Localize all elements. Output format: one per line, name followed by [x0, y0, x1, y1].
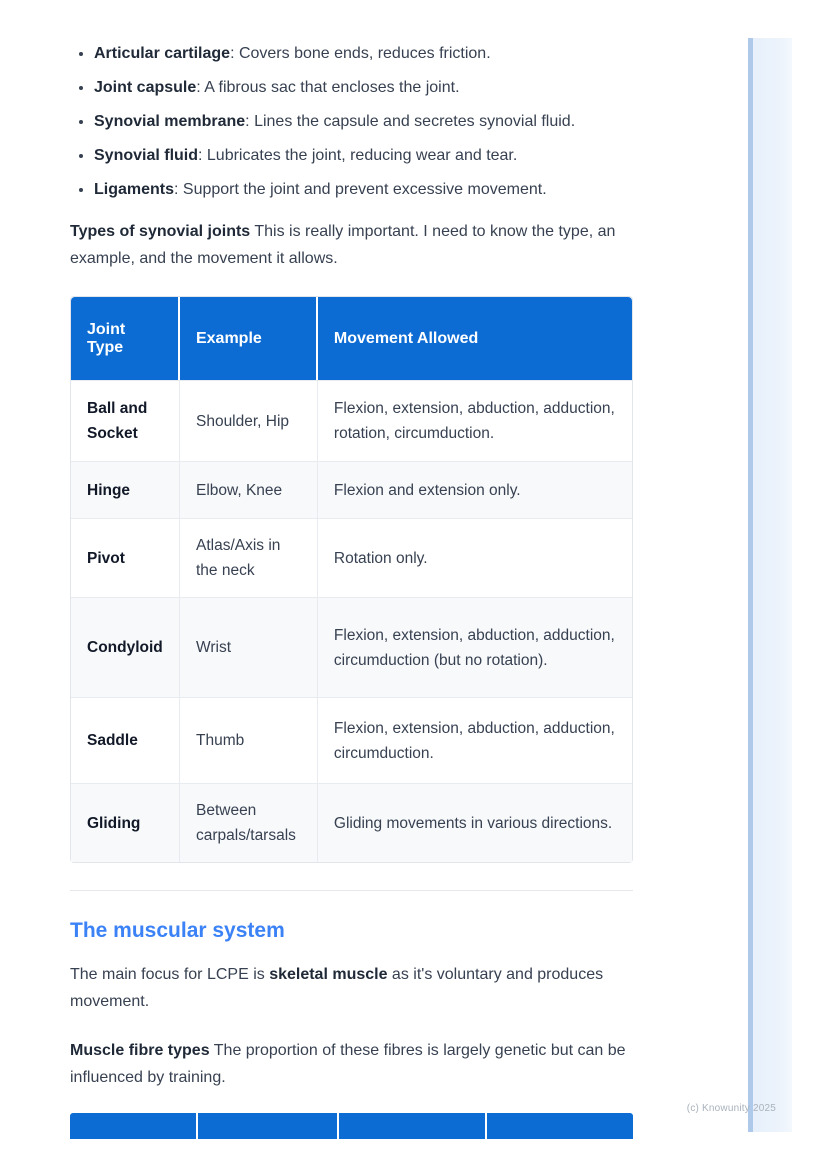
- table-row: [71, 461, 632, 518]
- list-item: [94, 76, 633, 99]
- list-item-desc: : Lubricates the joint, reducing wear and tear.: [198, 147, 518, 164]
- synovial-joints-table: [70, 296, 633, 863]
- cell-joint-type: Condyloid: [71, 597, 180, 697]
- list-item: [94, 178, 633, 201]
- cell-movement: Flexion, extension, abduction, adduction, circumduction.: [318, 697, 632, 783]
- cell-example: Shoulder, Hip: [180, 380, 318, 461]
- synovial-joints-intro-paragraph: [70, 218, 633, 272]
- paragraph-text: The proportion of these fibres is largely genetic but can be influenced by training.: [70, 1042, 626, 1086]
- cell-movement: Flexion, extension, abduction, adduction, circumduction (but no rotation).: [318, 597, 632, 697]
- table-row: [71, 597, 632, 697]
- list-item-term: Synovial fluid: [94, 147, 199, 164]
- table-row: [71, 380, 632, 461]
- cell-example: Thumb: [180, 697, 318, 783]
- table-row: [71, 783, 632, 862]
- list-item: [94, 42, 633, 65]
- table-header-cell: [70, 1113, 196, 1139]
- table-header-cell: [487, 1113, 634, 1139]
- joint-structures-list: [70, 42, 633, 201]
- paragraph-lead-bold: Muscle fibre types: [70, 1042, 210, 1059]
- muscular-system-heading: The muscular system: [70, 919, 285, 942]
- cell-movement: Flexion and extension only.: [318, 461, 632, 518]
- page-margin-highlight-bar: [748, 38, 792, 1132]
- copyright-watermark: (c) Knowunity 2025: [686, 1103, 776, 1114]
- section-divider: [70, 890, 633, 891]
- cell-joint-type: Hinge: [71, 461, 180, 518]
- cell-movement: Rotation only.: [318, 518, 632, 597]
- list-item: [94, 110, 633, 133]
- table-header-cell: [339, 1113, 484, 1139]
- cell-joint-type: Pivot: [71, 518, 180, 597]
- cell-example: Wrist: [180, 597, 318, 697]
- cell-joint-type: Ball and Socket: [71, 380, 180, 461]
- table-header: [71, 297, 632, 380]
- cell-movement: Flexion, extension, abduction, adduction, rotation, circumduction.: [318, 380, 632, 461]
- list-item-term: Joint capsule: [94, 79, 197, 96]
- paragraph-lead-bold: Types of synovial joints: [70, 223, 251, 240]
- list-item-term: Articular cartilage: [94, 45, 231, 62]
- muscle-fibre-table-header-partial: [70, 1113, 633, 1139]
- column-header-joint-type: Joint Type: [71, 297, 180, 380]
- list-item-term: Synovial membrane: [94, 113, 246, 130]
- muscular-system-paragraph: [70, 961, 633, 1015]
- list-item-desc: : Covers bone ends, reduces friction.: [230, 45, 491, 62]
- cell-joint-type: Saddle: [71, 697, 180, 783]
- cell-example: Between carpals/tarsals: [180, 783, 318, 862]
- list-item-desc: : A fibrous sac that encloses the joint.: [196, 79, 460, 96]
- cell-example: Elbow, Knee: [180, 461, 318, 518]
- column-header-example: Example: [180, 297, 318, 380]
- paragraph-text: This is really important. I need to know the type, an example, and the movement it allows.: [70, 223, 616, 267]
- table-header-cell: [198, 1113, 337, 1139]
- list-item: [94, 144, 633, 167]
- column-header-movement-allowed: Movement Allowed: [318, 297, 632, 380]
- paragraph-text: as it's voluntary and produces movement.: [70, 966, 604, 1010]
- list-item-desc: : Support the joint and prevent excessive movement.: [174, 181, 547, 198]
- cell-joint-type: Gliding: [71, 783, 180, 862]
- list-item-desc: : Lines the capsule and secretes synovial fluid.: [245, 113, 576, 130]
- list-item-term: Ligaments: [94, 181, 175, 198]
- paragraph-text: The main focus for LCPE is: [70, 966, 270, 983]
- table-row: [71, 518, 632, 597]
- table-body: [71, 380, 632, 862]
- muscle-fibre-types-paragraph: [70, 1037, 633, 1091]
- paragraph-bold: skeletal muscle: [269, 966, 388, 983]
- document-page-content: [70, 0, 633, 1139]
- cell-example: Atlas/Axis in the neck: [180, 518, 318, 597]
- cell-movement: Gliding movements in various directions.: [318, 783, 632, 862]
- table-row: [71, 697, 632, 783]
